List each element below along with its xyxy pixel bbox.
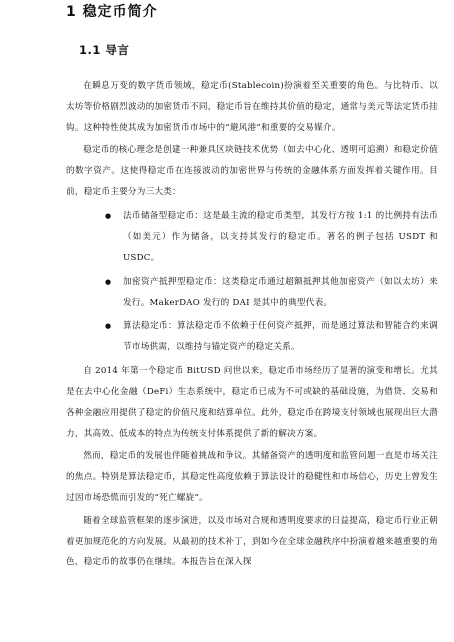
bullet-icon: ● [105,322,112,331]
paragraph-history: 自 2014 年第一个稳定币 BitUSD 问世以来，稳定币市场经历了显著的演变和增长。尤其是在去中心化金融（DeFi）生态系统中，稳定币已成为不可或缺的基础设施，为借贷、交易和各种金融应用提供了稳定的价值尺度和结算单位。此外，稳定币在跨境支付领域也展现出巨大潜力，其高效、低成本的特点为传统支付体系提供了新的解决方案。 [66,366,438,439]
paragraph-challenges: 然而，稳定币的发展也伴随着挑战和争议。其储备资产的透明度和监管问题一直是市场关注的焦点。特别是算法稳定币，其稳定性高度依赖于算法设计的稳健性和市场信心，历史上曾发生过因市场恐慌而引发的“死亡螺旋”。 [66,451,438,504]
list-item-text: 法币储备型稳定币：这是最主流的稳定币类型，其发行方按 1:1 的比例持有法币（如美元）作为储备，以支持其发行的稳定币。著名的例子包括 USDT 和 USDC。 [123,210,438,263]
paragraph-regulation: 随着全球监管框架的逐步演进，以及市场对合规和透明度要求的日益提高，稳定币行业正朝着更加规范化的方向发展。从最初的技术补丁，到如今在全球金融秩序中扮演着越来越重要的角色，稳定币的故事仍在继续。本报告旨在深入探 [66,515,438,568]
chapter-heading: 1 稳定币简介 [66,4,158,20]
stablecoin-type-list [66,206,438,358]
bullet-icon: ● [105,277,112,286]
paragraph-intro: 在瞬息万变的数字货币领域，稳定币(Stablecoin)扮演着至关重要的角色。与比特币、以太坊等价格剧烈波动的加密货币不同，稳定币旨在维持其价值的稳定，通常与美元等法定货币挂钩。这种特性使其成为加密货币市场中的“避风港”和重要的交易媒介。 [66,81,438,133]
paragraph-core-concept: 稳定币的核心理念是创建一种兼具区块链技术优势（如去中心化、透明可追溯）和稳定价值的数字资产。这使得稳定币在连接波动的加密世界与传统的金融体系方面发挥着关键作用。目前，稳定币主要分为三大类： [66,145,438,198]
list-item [66,272,438,314]
list-item-text: 算法稳定币：算法稳定币不依赖于任何资产抵押，而是通过算法和智能合约来调节市场供需，以维持与锚定资产的稳定关系。 [123,321,438,353]
list-item [66,316,438,358]
document-body [66,76,438,575]
list-item [66,206,438,269]
section-heading: 1.1 导言 [79,43,130,57]
list-item-text: 加密资产抵押型稳定币：这类稳定币通过超额抵押其他加密资产（如以太坊）来发行。MakerDAO 发行的 DAI 是其中的典型代表。 [123,276,438,308]
bullet-icon: ● [105,211,112,220]
